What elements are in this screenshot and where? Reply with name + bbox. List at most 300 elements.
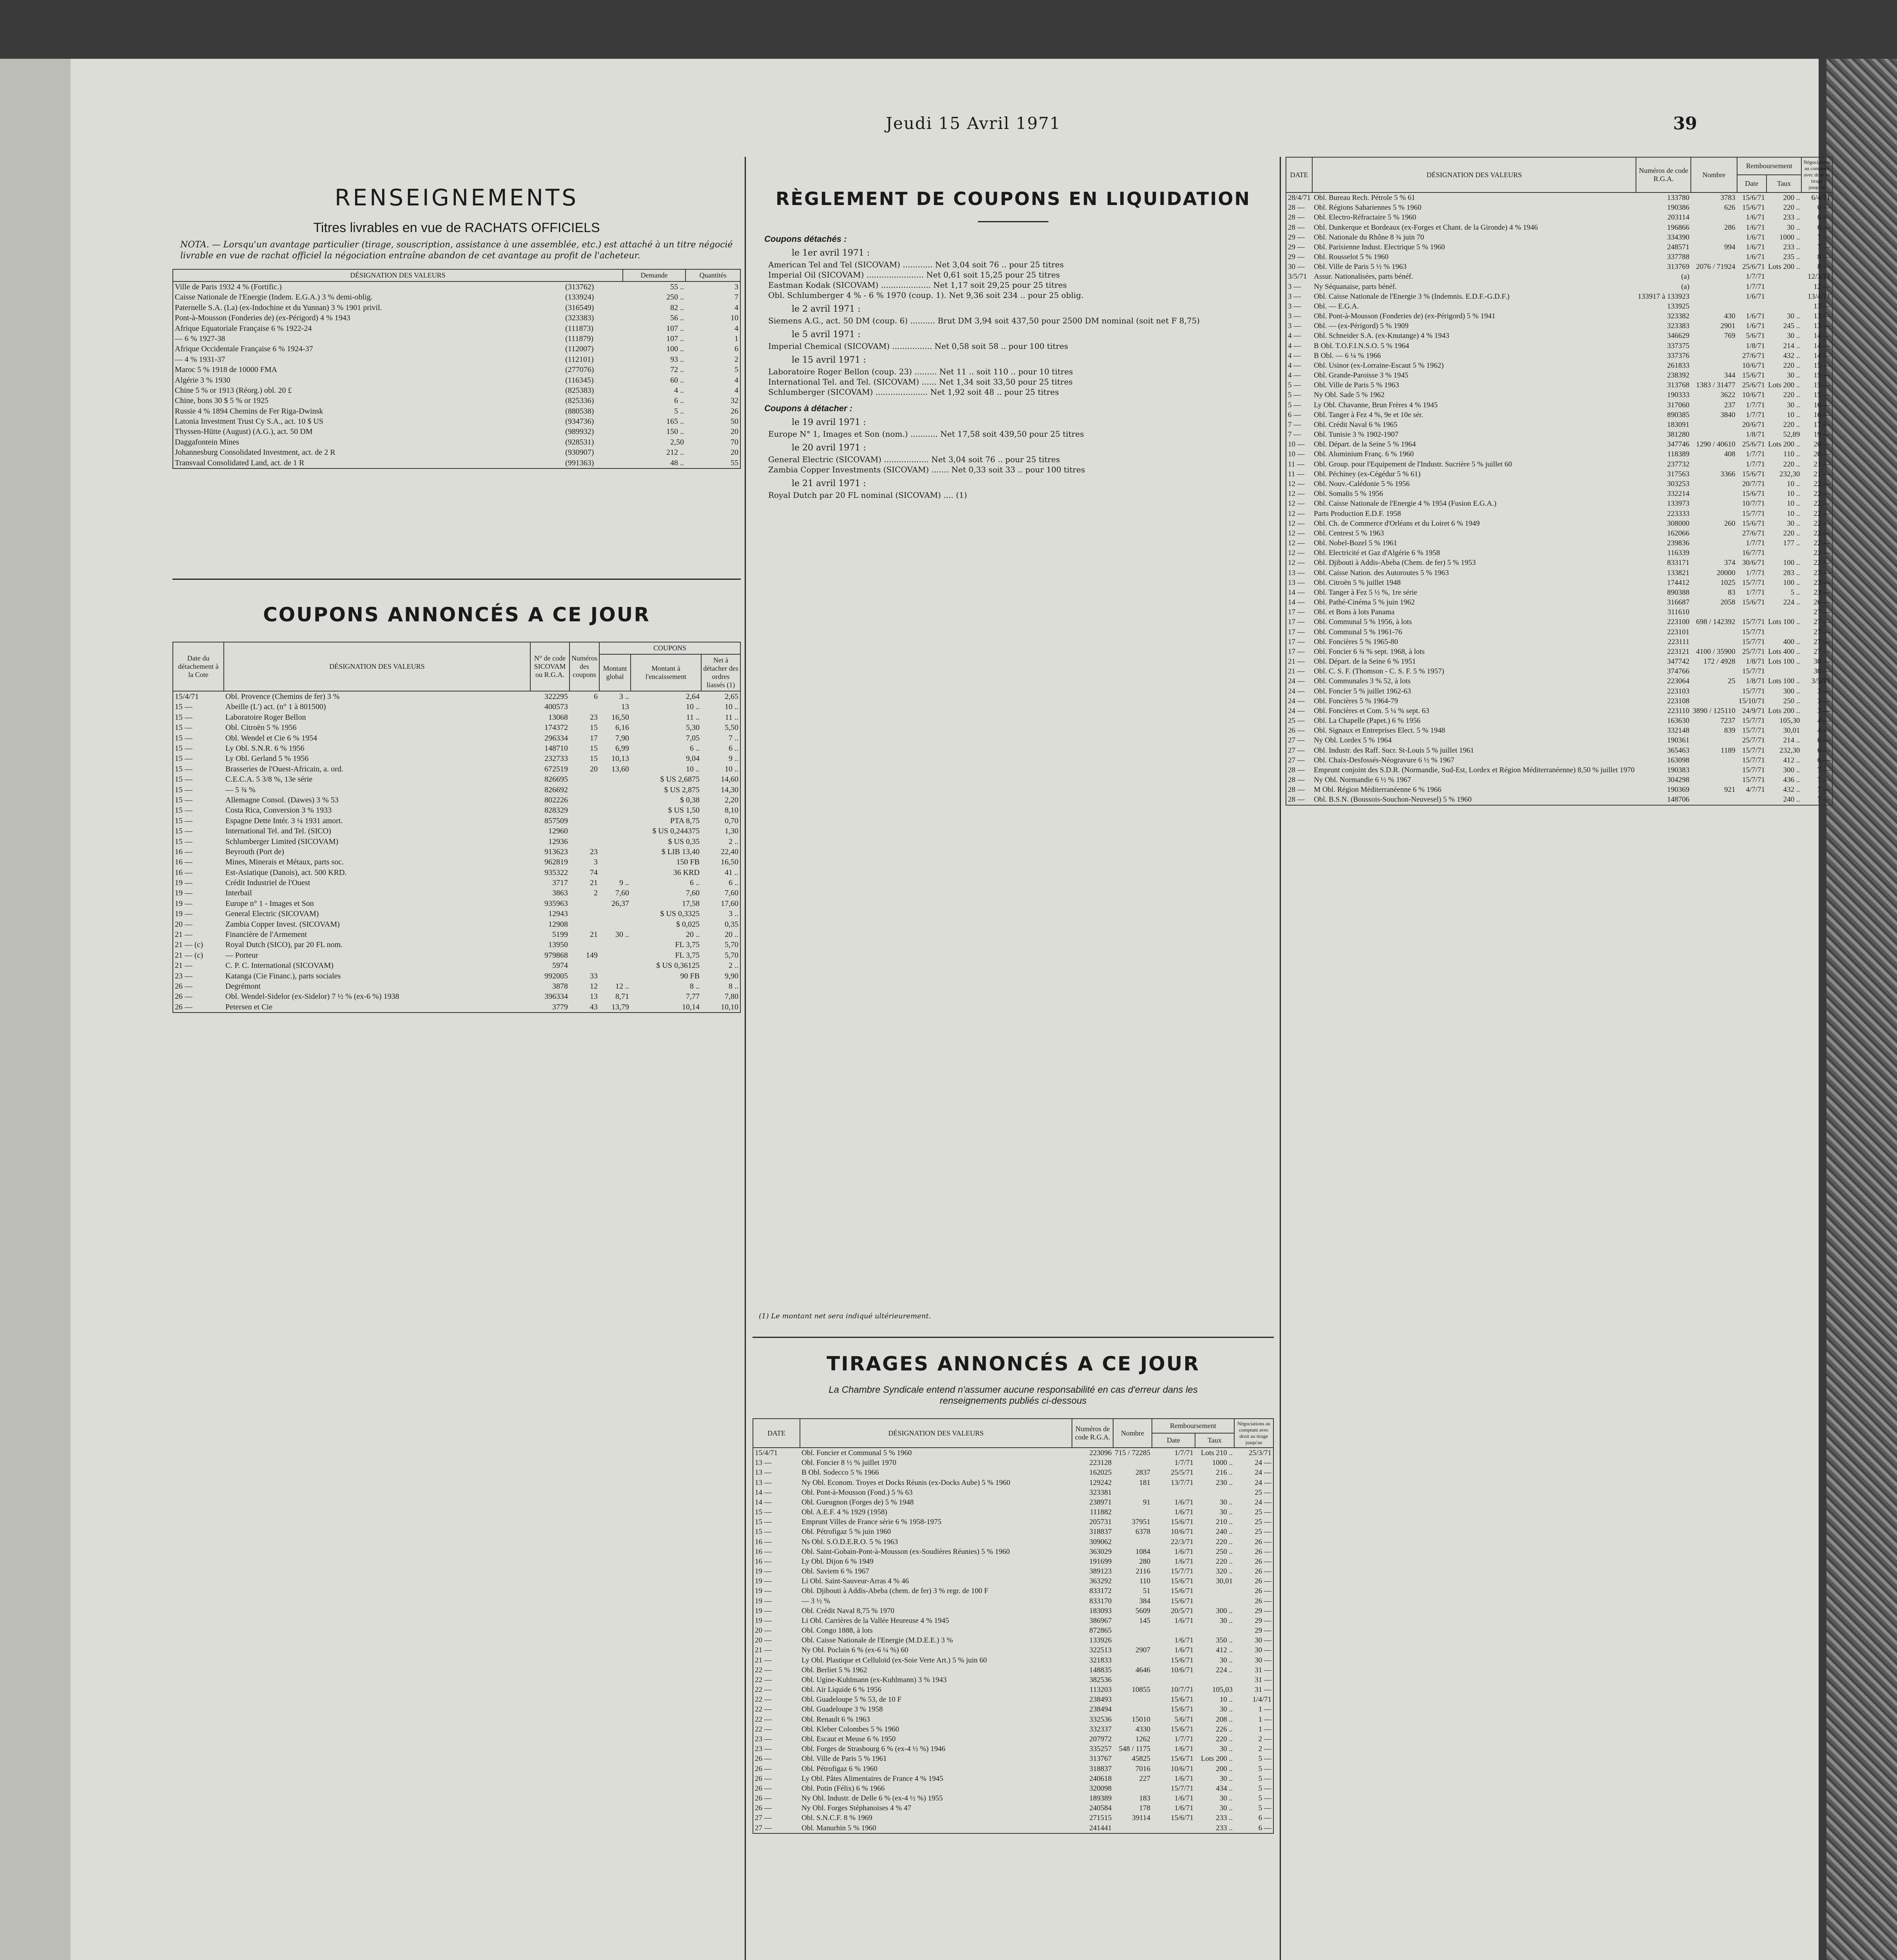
table-cell: 14 — bbox=[1814, 341, 1830, 350]
table-cell bbox=[1766, 272, 1801, 281]
table-cell bbox=[1195, 1626, 1234, 1635]
table-cell: 1/8/71 bbox=[1746, 657, 1765, 666]
table-row bbox=[1286, 410, 1832, 420]
table-cell bbox=[1113, 1626, 1152, 1635]
table-cell: 240 .. bbox=[1783, 795, 1800, 804]
table-cell: Afrique Equatoriale Française 6 % 1922-24 bbox=[175, 324, 312, 333]
table-row bbox=[173, 323, 740, 334]
table-cell: Mines, Minerais et Métaux, parts soc. bbox=[225, 858, 344, 867]
table-cell: Obl. Caisse Nation. des Autoroutes 5 % 1963 bbox=[1314, 568, 1449, 577]
table-cell: 15/7/71 bbox=[1170, 1784, 1193, 1793]
table-row bbox=[753, 1764, 1273, 1774]
table-cell: 10855 bbox=[1132, 1686, 1150, 1694]
table-cell: 5 — bbox=[1288, 401, 1301, 409]
table-cell bbox=[1691, 755, 1737, 765]
table-cell: 15 — bbox=[175, 775, 192, 784]
table-cell: 2 .. bbox=[729, 961, 738, 970]
table-cell: Obl. Tanger à Fez 4 %, 9e et 10e sér. bbox=[1314, 410, 1424, 419]
table-cell: 17,60 bbox=[721, 899, 738, 908]
table-cell: 223096 bbox=[1089, 1449, 1112, 1457]
table-cell: 15 — bbox=[175, 713, 192, 722]
table-cell: Europe n° 1 - Images et Son bbox=[225, 899, 314, 908]
table-cell: 238493 bbox=[1089, 1695, 1112, 1704]
table-cell: 1/6/71 bbox=[1746, 312, 1765, 321]
table-cell: 6/4/71 bbox=[1811, 194, 1830, 202]
table-cell: 22 — bbox=[1814, 539, 1830, 548]
col-negociations: Négociations au comptant avec droit au tirage jusqu'au bbox=[1234, 1419, 1273, 1448]
table-cell: $ US 0,36125 bbox=[656, 961, 700, 970]
table-cell: 22 — bbox=[1814, 549, 1830, 557]
table-cell: 224 .. bbox=[1783, 598, 1800, 607]
col-nombre: Nombre bbox=[1113, 1419, 1152, 1448]
table-cell: PTA 8,75 bbox=[670, 816, 700, 825]
table-cell: Emprunt Villes de France série 6 % 1958-1975 bbox=[802, 1518, 941, 1526]
table-cell: 335257 bbox=[1089, 1745, 1112, 1753]
table-cell: 1/6/71 bbox=[1746, 292, 1765, 301]
table-cell: 30 .. bbox=[1219, 1705, 1233, 1714]
table-cell: 14 — bbox=[1288, 598, 1305, 607]
table-cell: 332148 bbox=[1667, 726, 1690, 735]
table-cell: 203114 bbox=[1667, 213, 1690, 222]
table-cell: 313769 bbox=[1667, 263, 1690, 271]
table-cell: 833170 bbox=[1089, 1597, 1112, 1605]
table-cell: 22 — bbox=[1814, 499, 1830, 508]
table-row bbox=[753, 1784, 1273, 1793]
table-cell: $ US 2,875 bbox=[664, 785, 700, 794]
col-remboursement: Remboursement bbox=[1737, 157, 1802, 175]
coupon-line: Imperial Chemical (SICOVAM) ................ Net 0,58 soit 58 .. pour 100 titres bbox=[768, 341, 1068, 351]
table-cell bbox=[599, 795, 631, 805]
table-cell: 163630 bbox=[1667, 717, 1690, 725]
table-cell: 26 — bbox=[755, 1794, 772, 1803]
coupon-date: le 21 avril 1971 : bbox=[792, 479, 866, 488]
table-cell: 12 — bbox=[1288, 519, 1305, 528]
table-cell: 15/4/71 bbox=[755, 1449, 778, 1457]
table-cell: 116339 bbox=[1667, 549, 1690, 557]
table-cell: (112007) bbox=[565, 345, 594, 354]
table-cell: 13,60 bbox=[611, 764, 629, 773]
table-cell: Assur. Nationalisées, parts bénéf. bbox=[1314, 272, 1413, 281]
table-cell: Financière de l'Armement bbox=[225, 930, 307, 939]
table-row bbox=[753, 1715, 1273, 1724]
table-cell: 3 .. bbox=[729, 909, 738, 918]
coupon-date: le 1er avril 1971 : bbox=[792, 248, 870, 258]
table-cell: 2 — bbox=[1258, 1745, 1271, 1753]
table-cell bbox=[569, 898, 599, 909]
table-cell: 1/6/71 bbox=[1174, 1498, 1193, 1506]
table-row bbox=[1286, 765, 1832, 775]
table-cell: 7237 bbox=[1720, 717, 1736, 725]
table-cell: 5/6/71 bbox=[1746, 332, 1765, 340]
table-row bbox=[1286, 439, 1832, 449]
table-cell: 271515 bbox=[1089, 1814, 1112, 1822]
table-row bbox=[753, 1596, 1273, 1606]
table-cell: 833172 bbox=[1089, 1587, 1112, 1595]
table-cell: 921 bbox=[1724, 786, 1736, 794]
table-row bbox=[753, 1478, 1273, 1488]
table-cell: Lots 100 .. bbox=[1768, 677, 1800, 686]
table-cell: 56 .. bbox=[670, 314, 684, 323]
table-cell: 220 .. bbox=[1216, 1735, 1233, 1743]
table-cell: 183093 bbox=[1089, 1606, 1112, 1615]
table-cell: Allemagne Consol. (Dawes) 3 % 53 bbox=[225, 795, 339, 804]
table-cell: 400 .. bbox=[1783, 637, 1800, 646]
table-cell: 7,60 bbox=[615, 889, 629, 898]
table-cell: 2 bbox=[594, 889, 598, 898]
table-cell: 1/7/71 bbox=[1746, 450, 1765, 459]
table-cell: 15/7/71 bbox=[1742, 578, 1765, 587]
table-cell: 7 bbox=[734, 293, 738, 302]
table-cell: 10 .. bbox=[1787, 410, 1800, 419]
table-cell: Lots 210 .. bbox=[1201, 1449, 1233, 1457]
table-cell: 70 bbox=[731, 437, 738, 446]
table-cell: Obl. Schneider S.A. (ex-Knutange) 4 % 1943 bbox=[1314, 332, 1449, 340]
table-cell: 10 .. bbox=[1787, 509, 1800, 518]
table-cell: 20/5/71 bbox=[1170, 1606, 1193, 1615]
table-row bbox=[173, 888, 740, 898]
table-cell: 935963 bbox=[544, 899, 568, 908]
table-cell: 100 .. bbox=[666, 345, 684, 354]
table-cell: 21 — bbox=[755, 1656, 772, 1664]
table-cell: 7 — bbox=[1817, 776, 1830, 784]
table-row bbox=[753, 1655, 1273, 1665]
table-cell: Ville de Paris 1932 4 % (Fortific.) bbox=[175, 283, 282, 291]
table-cell: 25/6/71 bbox=[1742, 440, 1765, 449]
table-cell: 25/7/71 bbox=[1742, 736, 1765, 745]
table-cell: (111879) bbox=[565, 334, 593, 343]
table-cell: 323383 bbox=[1667, 322, 1690, 330]
table-cell: Obl. Communal 5 % 1956, à lots bbox=[1314, 618, 1412, 626]
table-cell: 9 .. bbox=[729, 754, 738, 763]
table-cell: 16 — bbox=[175, 868, 192, 877]
table-cell: Obl. Foncier 6 ¾ % sept. 1968, à lots bbox=[1314, 647, 1425, 656]
table-cell: 6 — bbox=[1817, 203, 1830, 212]
table-row bbox=[753, 1635, 1273, 1645]
table-cell: B Obl. Sodecco 5 % 1966 bbox=[802, 1468, 879, 1477]
table-cell: 1/6/71 bbox=[1746, 243, 1765, 251]
table-cell: C.E.C.A. 5 3/8 %, 13e série bbox=[225, 775, 313, 784]
tirages-title: TIRAGES ANNONCÉS A CE JOUR bbox=[826, 1352, 1200, 1375]
table-cell: 27 — bbox=[755, 1814, 772, 1822]
table-cell: 220 .. bbox=[1783, 391, 1800, 399]
table-cell: (313762) bbox=[565, 283, 594, 291]
table-cell: 133821 bbox=[1667, 568, 1690, 577]
table-cell: 15/4/71 bbox=[175, 692, 199, 701]
table-cell: 177 .. bbox=[1783, 539, 1800, 548]
table-cell bbox=[1691, 212, 1737, 222]
table-cell: 15 — bbox=[1814, 381, 1830, 390]
table-cell: 21 — bbox=[175, 930, 192, 939]
table-row bbox=[1286, 746, 1832, 755]
table-cell: 308000 bbox=[1667, 519, 1690, 528]
table-cell: 25 bbox=[1728, 677, 1736, 686]
table-cell: Paternelle S.A. (La) (ex-Indochine et du Yunnan) 3 % 1901 privil. bbox=[175, 303, 382, 312]
table-cell: 412 .. bbox=[1783, 756, 1800, 764]
table-cell: 15/7/71 bbox=[1742, 509, 1765, 518]
table-cell: 1/6/71 bbox=[1174, 1646, 1193, 1655]
table-cell: 8,10 bbox=[725, 806, 738, 815]
table-cell: 26 — bbox=[755, 1784, 772, 1793]
table-row bbox=[753, 1823, 1273, 1833]
title-rule bbox=[978, 221, 1048, 222]
table-cell: 13/7/71 bbox=[1170, 1478, 1193, 1487]
table-cell bbox=[569, 702, 599, 712]
table-cell bbox=[1766, 292, 1801, 301]
table-cell: 20 — bbox=[755, 1626, 772, 1635]
table-cell: 12 .. bbox=[615, 982, 629, 991]
table-cell: 232,30 bbox=[1779, 470, 1800, 478]
table-cell: 240618 bbox=[1089, 1774, 1112, 1783]
table-cell bbox=[1691, 301, 1737, 311]
table-cell: 1/4/71 bbox=[1252, 1695, 1271, 1704]
table-row bbox=[1286, 785, 1832, 795]
table-row bbox=[1286, 538, 1832, 548]
col-date: DATE bbox=[1286, 157, 1312, 192]
table-cell: 1/6/71 bbox=[1174, 1616, 1193, 1625]
table-cell: 15010 bbox=[1132, 1715, 1150, 1724]
col-net: Net à détacher des ordres liassés (1) bbox=[701, 654, 740, 691]
table-cell: 1/6/71 bbox=[1746, 233, 1765, 241]
table-cell: 10,13 bbox=[611, 754, 629, 763]
table-cell: (323383) bbox=[565, 314, 594, 323]
table-cell: 12908 bbox=[548, 920, 568, 929]
table-cell: 16 — bbox=[755, 1557, 772, 1566]
table-cell: 5 .. bbox=[674, 407, 684, 416]
table-cell: 19 — bbox=[175, 899, 192, 908]
table-row bbox=[753, 1557, 1273, 1566]
table-cell: 13/4/71 bbox=[1807, 292, 1830, 301]
table-cell: 672519 bbox=[544, 764, 568, 773]
table-cell: 828329 bbox=[544, 806, 568, 815]
table-cell: 20 bbox=[731, 427, 738, 436]
table-cell bbox=[599, 805, 631, 815]
table-cell: 5 — bbox=[1258, 1804, 1271, 1813]
table-cell: Interbail bbox=[225, 889, 252, 898]
table-cell: 216 .. bbox=[1216, 1468, 1233, 1477]
table-cell: 220 .. bbox=[1783, 420, 1800, 429]
table-row bbox=[1286, 666, 1832, 676]
table-cell bbox=[1152, 1626, 1195, 1635]
table-cell: 347742 bbox=[1667, 657, 1690, 666]
coupon-date: le 19 avril 1971 : bbox=[792, 417, 866, 427]
table-row bbox=[173, 344, 740, 354]
table-cell: 90 FB bbox=[680, 971, 700, 980]
table-cell: 162025 bbox=[1089, 1468, 1112, 1477]
col-designation: DÉSIGNATION DES VALEURS bbox=[224, 642, 530, 691]
table-cell: 17 — bbox=[1288, 637, 1305, 646]
table-cell: 20 bbox=[590, 764, 598, 773]
table-cell: 261833 bbox=[1667, 361, 1690, 370]
table-cell: 30 .. bbox=[1787, 371, 1800, 380]
table-cell: Obl. Wendel-Sidelor (ex-Sidelor) 7 ½ % (ex-6 %) 1938 bbox=[225, 992, 399, 1001]
table-cell: 5 — bbox=[1258, 1755, 1271, 1763]
table-cell: 24/9/71 bbox=[1742, 706, 1765, 715]
table-cell: 4 — bbox=[1288, 341, 1301, 350]
table-cell: 14,60 bbox=[721, 775, 738, 784]
table-cell: 25/3/71 bbox=[1248, 1449, 1271, 1457]
table-cell: Abeille (L') act. (n° 1 à 801500) bbox=[225, 702, 326, 711]
table-row bbox=[753, 1576, 1273, 1586]
table-cell: 1/6/71 bbox=[1174, 1804, 1193, 1813]
table-cell: 232733 bbox=[544, 754, 568, 763]
table-cell: 548 / 1175 bbox=[1119, 1745, 1150, 1753]
table-cell: 26 — bbox=[755, 1755, 772, 1763]
table-cell: 13 — bbox=[1814, 302, 1830, 310]
table-cell: 14,30 bbox=[721, 785, 738, 794]
table-cell bbox=[569, 795, 599, 805]
table-cell: Ns Obl. S.O.D.E.R.O. 5 % 1963 bbox=[802, 1537, 898, 1546]
table-cell: Parts Production E.D.F. 1958 bbox=[1314, 509, 1401, 518]
table-row bbox=[1286, 400, 1832, 410]
table-cell: 4 bbox=[734, 324, 738, 333]
table-cell bbox=[599, 867, 631, 878]
table-cell: 1025 bbox=[1720, 578, 1736, 587]
table-cell bbox=[1691, 548, 1737, 558]
table-cell: Lots 100 .. bbox=[1768, 657, 1800, 666]
table-cell: 15/6/71 bbox=[1170, 1705, 1193, 1714]
table-cell: Degrémont bbox=[225, 982, 261, 991]
table-cell: 20/6/71 bbox=[1742, 420, 1765, 429]
table-cell: 935322 bbox=[544, 868, 568, 877]
table-cell: Schlumberger Limited (SICOVAM) bbox=[225, 837, 339, 846]
table-cell: 223108 bbox=[1667, 697, 1690, 705]
table-cell: Lots 200 .. bbox=[1768, 440, 1800, 449]
coupon-line: Laboratoire Roger Bellon (coup. 23) ......... Net 11 .. soit 110 .. pour 10 titres bbox=[768, 367, 1073, 376]
table-cell: Zambia Copper Invest. (SICOVAM) bbox=[225, 920, 340, 929]
table-cell: 28/4/71 bbox=[1288, 194, 1311, 202]
table-cell: 4 bbox=[734, 386, 738, 395]
table-row bbox=[173, 753, 740, 764]
table-cell: Obl. Ch. de Commerce d'Orléans et du Loiret 6 % 1949 bbox=[1314, 519, 1480, 528]
table-cell: 8 — bbox=[1817, 253, 1830, 261]
table-cell: 20 .. bbox=[725, 930, 738, 939]
table-cell: 15 — bbox=[175, 702, 192, 711]
table-cell: 13 — bbox=[1288, 568, 1305, 577]
table-cell: 27 — bbox=[1814, 647, 1830, 656]
table-cell: 15/7/71 bbox=[1742, 756, 1765, 764]
table-cell: 13 — bbox=[1288, 578, 1305, 587]
table-cell: 1262 bbox=[1135, 1735, 1150, 1743]
table-cell: Obl. Pétrofigaz 5 % juin 1960 bbox=[802, 1528, 891, 1536]
table-cell: 13 — bbox=[1814, 312, 1830, 321]
table-cell: 6,16 bbox=[615, 723, 629, 732]
table-cell: 2 — bbox=[1258, 1735, 1271, 1743]
table-cell: Obl. Aluminium Franç. 6 % 1960 bbox=[1314, 450, 1414, 459]
table-row bbox=[1286, 489, 1832, 499]
table-cell: 105,03 bbox=[1212, 1686, 1233, 1694]
table-row bbox=[173, 857, 740, 867]
table-row bbox=[753, 1744, 1273, 1754]
table-cell bbox=[1691, 489, 1737, 499]
table-cell: Obl. Pont-à-Mousson (Fonderies de) (ex-Périgord) 5 % 1941 bbox=[1314, 312, 1496, 321]
table-cell: 3783 bbox=[1720, 194, 1736, 202]
table-row bbox=[173, 733, 740, 743]
table-cell: 39114 bbox=[1132, 1814, 1150, 1822]
table-cell: 15 — bbox=[1814, 361, 1830, 370]
table-row bbox=[173, 281, 740, 292]
table-cell: 3 — bbox=[1288, 302, 1301, 310]
table-cell bbox=[1691, 430, 1737, 439]
table-cell: 14 — bbox=[1814, 351, 1830, 360]
table-cell: 133973 bbox=[1667, 499, 1690, 508]
table-cell: 16/7/71 bbox=[1742, 549, 1765, 557]
table-cell: 2 .. bbox=[729, 837, 738, 846]
table-cell: 30 — bbox=[1814, 667, 1830, 676]
binder-edge bbox=[1826, 59, 1897, 1960]
table-row bbox=[173, 774, 740, 784]
table-cell: 239836 bbox=[1667, 539, 1690, 548]
table-cell: 1/6/71 bbox=[1174, 1547, 1193, 1556]
table-cell: 21 bbox=[590, 878, 598, 887]
table-cell: 26 — bbox=[1255, 1567, 1271, 1576]
table-cell bbox=[1766, 666, 1801, 676]
table-cell: 5/6/71 bbox=[1174, 1715, 1193, 1724]
table-cell bbox=[1691, 735, 1737, 745]
table-cell: (880538) bbox=[565, 407, 594, 416]
table-cell: 3878 bbox=[552, 982, 568, 991]
table-cell: 19 — bbox=[755, 1606, 772, 1615]
table-cell: 6 — bbox=[1817, 736, 1830, 745]
tirages-right-table bbox=[1286, 157, 1833, 806]
table-cell: 30 .. bbox=[1787, 223, 1800, 232]
table-cell: 26 — bbox=[1255, 1587, 1271, 1595]
table-cell: — 4 % 1931-37 bbox=[175, 355, 225, 364]
table-cell: Obl. Djibouti à Addis-Abeba (chem. de fer) 3 % regr. de 100 F bbox=[802, 1587, 988, 1595]
table-row bbox=[1286, 301, 1832, 311]
table-cell: 52,89 bbox=[1783, 430, 1800, 439]
table-cell: 2837 bbox=[1135, 1468, 1150, 1477]
table-cell: 240 .. bbox=[1216, 1528, 1233, 1536]
table-row bbox=[1286, 499, 1832, 508]
table-cell: 15 bbox=[590, 744, 598, 753]
table-cell: 15 — bbox=[175, 723, 192, 732]
table-cell: 237 bbox=[1724, 401, 1736, 409]
table-cell: 214 .. bbox=[1783, 341, 1800, 350]
table-cell: Obl. Régions Sahariennes 5 % 1960 bbox=[1314, 203, 1422, 212]
table-cell: (825383) bbox=[565, 386, 594, 395]
table-cell: 5,50 bbox=[725, 723, 738, 732]
table-cell: 11 .. bbox=[725, 713, 738, 722]
table-cell bbox=[1113, 1635, 1152, 1645]
table-cell: 30 — bbox=[1255, 1646, 1271, 1655]
table-cell: 181 bbox=[1139, 1478, 1150, 1487]
col-remb-date: Date bbox=[1737, 175, 1767, 192]
table-cell: 15 — bbox=[175, 764, 192, 773]
table-cell: 238392 bbox=[1667, 371, 1690, 380]
table-cell: 1000 .. bbox=[1212, 1459, 1233, 1467]
table-cell: 32 bbox=[731, 396, 738, 405]
table-cell: 15/7/71 bbox=[1742, 746, 1765, 755]
table-cell: 10 .. bbox=[1787, 490, 1800, 498]
table-cell: 55 bbox=[731, 458, 738, 467]
table-cell: 3 .. bbox=[619, 692, 629, 701]
table-row bbox=[173, 929, 740, 940]
table-cell: (928531) bbox=[565, 437, 594, 446]
table-cell: 337375 bbox=[1667, 341, 1690, 350]
table-cell: 890388 bbox=[1667, 588, 1690, 597]
table-cell: 13 bbox=[590, 992, 598, 1001]
table-cell: 20 — bbox=[755, 1636, 772, 1645]
table-cell: 698 / 142392 bbox=[1696, 618, 1736, 626]
table-cell: — 6 % 1927-38 bbox=[175, 334, 225, 343]
table-cell: 7 .. bbox=[729, 733, 738, 742]
table-cell: B Obl. T.O.F.I.N.S.O. 5 % 1964 bbox=[1314, 341, 1409, 350]
column-right bbox=[1286, 157, 1830, 1960]
table-cell: 223128 bbox=[1089, 1459, 1112, 1467]
col-demande: Demande bbox=[623, 269, 686, 281]
table-cell: 145 bbox=[1139, 1616, 1150, 1625]
table-cell: 10/6/71 bbox=[1170, 1764, 1193, 1773]
